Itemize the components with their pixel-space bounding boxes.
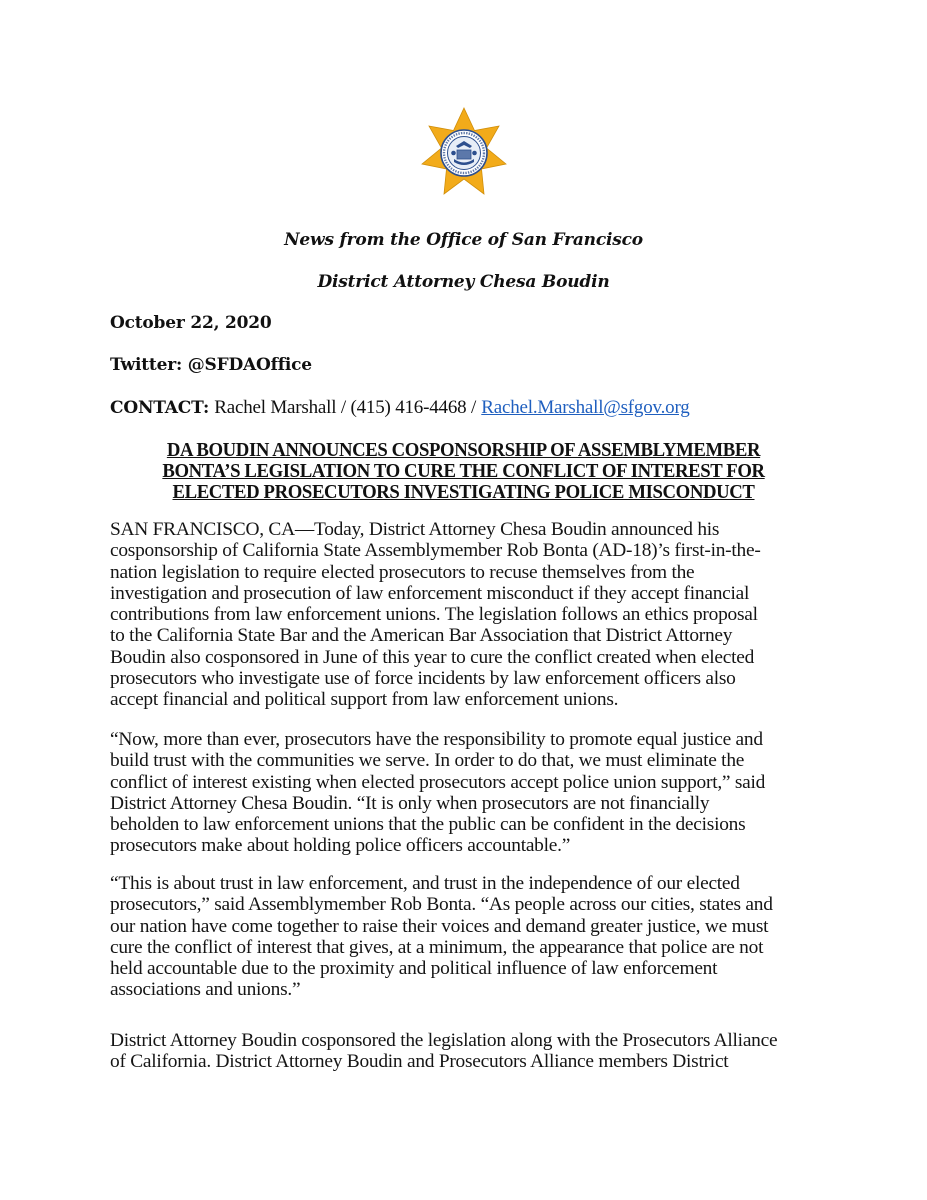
- paragraph-line: SAN FRANCISCO, CA—Today, District Attorney Chesa Boudin announced his: [110, 519, 720, 540]
- paragraph-line: “This is about trust in law enforcement, and trust in the independence of our elected: [110, 873, 740, 894]
- paragraph-line: to the California State Bar and the American Bar Association that District Attorney: [110, 625, 733, 647]
- paragraph-line: investigation and prosecution of law enforcement misconduct if they accept financial: [110, 582, 750, 604]
- header-da-name-line: District Attorney Chesa Boudin: [317, 272, 610, 292]
- twitter-handle: @SFDAOffice: [187, 355, 312, 375]
- press-release-headline: [124, 440, 803, 503]
- paragraph-line: “Now, more than ever, prosecutors have the responsibility to promote equal justice and: [110, 729, 763, 750]
- paragraph-line: contributions from law enforcement unions. The legislation follows an ethics proposal: [110, 604, 758, 626]
- body-paragraph-cosponsors: [110, 1030, 830, 1073]
- body-paragraph-boudin-quote: [110, 729, 830, 857]
- paragraph-line: build trust with the communities we serve. In order to do that, we must eliminate the: [110, 750, 745, 772]
- body-paragraph-intro: [110, 519, 830, 711]
- paragraph-line: Boudin also cosponsored in June of this year to cure the conflict created when elected: [110, 646, 755, 668]
- paragraph-line: conflict of interest existing when elected prosecutors accept police union support,” said: [110, 771, 766, 793]
- contact-label: CONTACT:: [110, 398, 210, 418]
- header-office-line: News from the Office of San Francisco: [284, 230, 643, 250]
- sfda-star-badge-icon: [416, 106, 512, 202]
- twitter-label: Twitter:: [110, 355, 183, 375]
- paragraph-line: District Attorney Chesa Boudin. “It is only when prosecutors are not financially: [110, 792, 710, 814]
- twitter-line: [110, 355, 312, 375]
- contact-line: [110, 397, 690, 419]
- paragraph-line: cure the conflict of interest that gives, at a minimum, the appearance that police are not: [110, 936, 764, 958]
- headline-line: ELECTED PROSECUTORS INVESTIGATING POLICE MISCONDUCT: [172, 482, 755, 503]
- paragraph-line: prosecutors who investigate use of force incidents by law enforcement officers also: [110, 668, 736, 690]
- paragraph-line: of California. District Attorney Boudin and Prosecutors Alliance members District: [110, 1051, 729, 1073]
- paragraph-line: our nation have come together to raise their voices and demand greater justice, we must: [110, 915, 769, 937]
- headline-line: BONTA’S LEGISLATION TO CURE THE CONFLICT OF INTEREST FOR: [162, 461, 765, 482]
- release-date: October 22, 2020: [110, 313, 272, 333]
- contact-email-link[interactable]: Rachel.Marshall@sfgov.org: [481, 397, 690, 418]
- headline-line: DA BOUDIN ANNOUNCES COSPONSORSHIP OF ASSEMBLYMEMBER: [166, 440, 761, 461]
- paragraph-line: held accountable due to the proximity and political influence of law enforcement: [110, 958, 718, 980]
- contact-info: Rachel Marshall / (415) 416-4468 /: [214, 397, 477, 418]
- paragraph-line: accept financial and political support from law enforcement unions.: [110, 689, 619, 711]
- paragraph-line: District Attorney Boudin cosponsored the legislation along with the Prosecutors Alliance: [110, 1030, 778, 1051]
- paragraph-line: prosecutors,” said Assemblymember Rob Bonta. “As people across our cities, states and: [110, 894, 773, 916]
- paragraph-line: nation legislation to require elected prosecutors to recuse themselves from the: [110, 561, 695, 583]
- paragraph-line: beholden to law enforcement unions that the public can be confident in the decisions: [110, 814, 746, 836]
- body-paragraph-bonta-quote: [110, 873, 830, 1001]
- paragraph-line: cosponsorship of California State Assemblymember Rob Bonta (AD-18)’s first-in-the-: [110, 540, 761, 562]
- paragraph-line: prosecutors make about holding police officers accountable.”: [110, 835, 571, 857]
- paragraph-line: associations and unions.”: [110, 979, 301, 1001]
